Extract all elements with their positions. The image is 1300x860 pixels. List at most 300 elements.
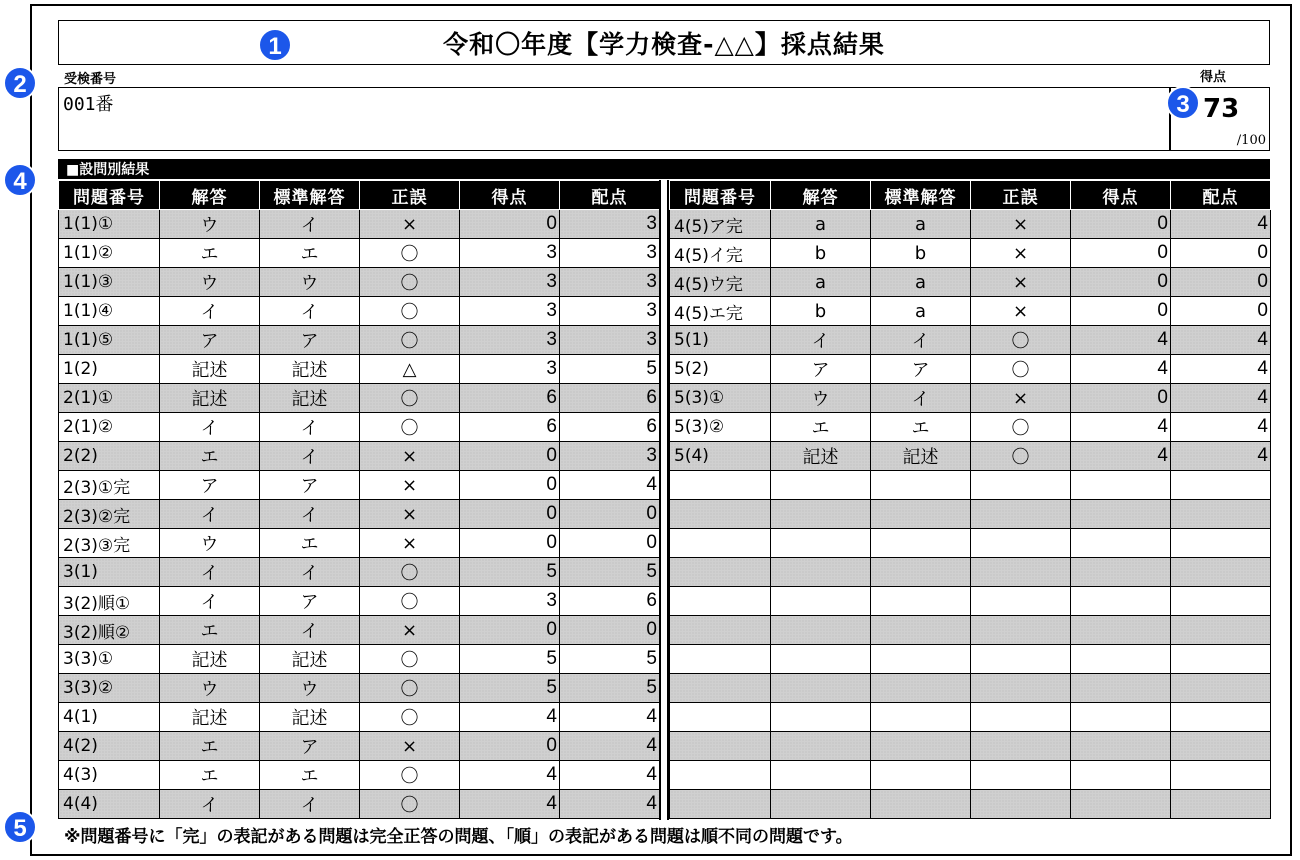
cell-answer: エ [160, 761, 260, 790]
cell-points: 0 [1071, 384, 1171, 413]
cell-max-points: 3 [560, 442, 660, 471]
cell-empty [670, 790, 771, 819]
cell-correctness: 〇 [360, 297, 460, 326]
cell-standard-answer: ア [871, 355, 971, 384]
examinee-number-label: 受検番号 [64, 72, 117, 87]
cell-question-number: 4(5)イ完 [670, 239, 771, 268]
cell-points: 3 [460, 297, 560, 326]
cell-empty [971, 616, 1071, 645]
cell-question-number: 2(1)① [59, 384, 160, 413]
cell-max-points: 4 [1171, 384, 1271, 413]
cell-empty [971, 645, 1071, 674]
table-row [670, 268, 1271, 297]
cell-max-points: 4 [1171, 210, 1271, 239]
table-row [670, 210, 1271, 239]
cell-correctness: × [360, 210, 460, 239]
callout-badge-2: 2 [3, 66, 37, 100]
cell-standard-answer: エ [260, 239, 360, 268]
table-row-empty [670, 500, 1271, 529]
cell-max-points: 4 [560, 761, 660, 790]
cell-answer: ア [160, 326, 260, 355]
cell-question-number: 5(4) [670, 442, 771, 471]
table-row [59, 732, 660, 761]
cell-question-number: 3(2)順② [59, 616, 160, 645]
table-row [59, 355, 660, 384]
cell-standard-answer: エ [871, 413, 971, 442]
cell-standard-answer: b [871, 239, 971, 268]
cell-correctness: × [971, 268, 1071, 297]
cell-standard-answer: イ [871, 326, 971, 355]
cell-answer: エ [771, 413, 871, 442]
table-row [670, 355, 1271, 384]
cell-correctness: △ [360, 355, 460, 384]
cell-empty [1071, 500, 1171, 529]
cell-answer: b [771, 297, 871, 326]
cell-points: 0 [1071, 210, 1171, 239]
cell-points: 3 [460, 326, 560, 355]
cell-max-points: 4 [560, 790, 660, 819]
score-value: 73 [1203, 94, 1240, 124]
table-row [59, 268, 660, 297]
callout-badge-1: 1 [258, 28, 292, 62]
table-row [59, 703, 660, 732]
table-row-empty [670, 471, 1271, 500]
cell-answer: イ [160, 413, 260, 442]
cell-max-points: 3 [560, 239, 660, 268]
header-question-number: 問題番号 [670, 181, 771, 210]
cell-points: 4 [1071, 326, 1171, 355]
cell-answer: ウ [160, 529, 260, 558]
cell-empty [971, 500, 1071, 529]
cell-max-points: 4 [1171, 326, 1271, 355]
cell-correctness: 〇 [360, 558, 460, 587]
cell-empty [871, 558, 971, 587]
section-title: ■設問別結果 [58, 159, 1270, 179]
cell-standard-answer: 記述 [871, 442, 971, 471]
cell-empty [971, 732, 1071, 761]
cell-points: 0 [460, 732, 560, 761]
callout-badge-4: 4 [3, 163, 37, 197]
cell-standard-answer: ウ [260, 674, 360, 703]
cell-empty [1071, 674, 1171, 703]
cell-empty [871, 645, 971, 674]
cell-points: 4 [1071, 413, 1171, 442]
cell-correctness: 〇 [360, 239, 460, 268]
cell-standard-answer: イ [260, 616, 360, 645]
cell-question-number: 2(1)② [59, 413, 160, 442]
cell-max-points: 5 [560, 645, 660, 674]
header-answer: 解答 [160, 181, 260, 210]
cell-empty [1071, 471, 1171, 500]
cell-empty [771, 471, 871, 500]
table-row-empty [670, 645, 1271, 674]
score-label: 得点 [1200, 70, 1227, 85]
cell-correctness: 〇 [971, 326, 1071, 355]
cell-standard-answer: イ [260, 210, 360, 239]
header-max-points: 配点 [560, 181, 660, 210]
cell-answer: ウ [160, 210, 260, 239]
cell-answer: イ [160, 587, 260, 616]
cell-answer: a [771, 268, 871, 297]
table-row-empty [670, 790, 1271, 819]
cell-question-number: 3(3)② [59, 674, 160, 703]
cell-answer: ア [160, 471, 260, 500]
cell-empty [1171, 790, 1271, 819]
cell-correctness: × [360, 442, 460, 471]
table-row [59, 297, 660, 326]
cell-empty [871, 529, 971, 558]
results-table-left [58, 180, 660, 819]
cell-answer: エ [160, 732, 260, 761]
cell-empty [1171, 558, 1271, 587]
cell-empty [771, 732, 871, 761]
cell-answer: ウ [160, 674, 260, 703]
cell-standard-answer: イ [260, 500, 360, 529]
cell-empty [871, 732, 971, 761]
cell-empty [670, 471, 771, 500]
cell-answer: ア [771, 355, 871, 384]
cell-correctness: 〇 [971, 355, 1071, 384]
cell-empty [771, 558, 871, 587]
cell-correctness: 〇 [360, 326, 460, 355]
cell-correctness: × [360, 471, 460, 500]
cell-empty [871, 674, 971, 703]
cell-question-number: 3(1) [59, 558, 160, 587]
header-answer: 解答 [771, 181, 871, 210]
cell-empty [670, 558, 771, 587]
header-points: 得点 [1071, 181, 1171, 210]
cell-points: 4 [1071, 355, 1171, 384]
cell-max-points: 4 [1171, 355, 1271, 384]
cell-empty [971, 558, 1071, 587]
table-row [670, 413, 1271, 442]
cell-empty [971, 674, 1071, 703]
table-row-empty [670, 732, 1271, 761]
cell-points: 4 [460, 703, 560, 732]
header-correctness: 正誤 [971, 181, 1071, 210]
header-max-points: 配点 [1171, 181, 1271, 210]
cell-empty [670, 616, 771, 645]
cell-points: 5 [460, 645, 560, 674]
cell-max-points: 3 [560, 326, 660, 355]
cell-points: 0 [460, 471, 560, 500]
score-max: /100 [1236, 133, 1266, 148]
cell-empty [1071, 587, 1171, 616]
cell-question-number: 1(2) [59, 355, 160, 384]
header-question-number: 問題番号 [59, 181, 160, 210]
table-row [59, 384, 660, 413]
cell-empty [1071, 616, 1171, 645]
cell-empty [670, 674, 771, 703]
cell-points: 0 [1071, 268, 1171, 297]
cell-empty [771, 674, 871, 703]
header-standard-answer: 標準解答 [260, 181, 360, 210]
table-row [670, 326, 1271, 355]
cell-max-points: 5 [560, 355, 660, 384]
table-row [59, 413, 660, 442]
cell-standard-answer: ア [260, 587, 360, 616]
cell-points: 5 [460, 674, 560, 703]
cell-empty [971, 703, 1071, 732]
cell-answer: イ [160, 500, 260, 529]
cell-standard-answer: 記述 [260, 645, 360, 674]
cell-correctness: 〇 [360, 268, 460, 297]
cell-question-number: 1(1)④ [59, 297, 160, 326]
cell-empty [1171, 761, 1271, 790]
cell-empty [771, 761, 871, 790]
cell-max-points: 6 [560, 413, 660, 442]
cell-question-number: 4(5)エ完 [670, 297, 771, 326]
cell-empty [670, 732, 771, 761]
cell-empty [1071, 558, 1171, 587]
cell-correctness: × [360, 500, 460, 529]
cell-empty [1171, 703, 1271, 732]
cell-empty [1171, 471, 1271, 500]
callout-badge-3: 3 [1166, 86, 1200, 120]
table-row-empty [670, 558, 1271, 587]
cell-standard-answer: イ [260, 790, 360, 819]
cell-correctness: 〇 [360, 645, 460, 674]
cell-question-number: 1(1)⑤ [59, 326, 160, 355]
cell-answer: 記述 [160, 703, 260, 732]
table-row [670, 442, 1271, 471]
table-row [59, 558, 660, 587]
cell-points: 0 [460, 500, 560, 529]
cell-question-number: 5(3)① [670, 384, 771, 413]
table-row [59, 761, 660, 790]
cell-correctness: × [971, 210, 1071, 239]
table-row [59, 471, 660, 500]
cell-empty [1171, 732, 1271, 761]
cell-points: 3 [460, 268, 560, 297]
cell-answer: 記述 [160, 384, 260, 413]
header-points: 得点 [460, 181, 560, 210]
cell-points: 0 [1071, 239, 1171, 268]
cell-empty [1171, 674, 1271, 703]
cell-correctness: 〇 [360, 761, 460, 790]
cell-empty [1171, 587, 1271, 616]
cell-max-points: 0 [1171, 268, 1271, 297]
cell-empty [1171, 645, 1271, 674]
cell-points: 0 [1071, 297, 1171, 326]
cell-points: 4 [460, 790, 560, 819]
cell-empty [1171, 616, 1271, 645]
table-row [59, 210, 660, 239]
cell-question-number: 5(2) [670, 355, 771, 384]
table-row [670, 239, 1271, 268]
cell-correctness: 〇 [360, 587, 460, 616]
cell-correctness: × [360, 529, 460, 558]
cell-standard-answer: イ [260, 413, 360, 442]
cell-empty [670, 587, 771, 616]
cell-question-number: 4(5)ウ完 [670, 268, 771, 297]
cell-points: 3 [460, 587, 560, 616]
table-row-empty [670, 703, 1271, 732]
cell-question-number: 2(3)①完 [59, 471, 160, 500]
cell-empty [771, 645, 871, 674]
cell-points: 3 [460, 355, 560, 384]
cell-answer: イ [160, 558, 260, 587]
cell-question-number: 4(4) [59, 790, 160, 819]
cell-max-points: 3 [560, 210, 660, 239]
cell-question-number: 3(3)① [59, 645, 160, 674]
cell-empty [871, 587, 971, 616]
cell-question-number: 1(1)③ [59, 268, 160, 297]
cell-empty [871, 471, 971, 500]
cell-empty [670, 645, 771, 674]
cell-answer: ウ [771, 384, 871, 413]
cell-empty [971, 471, 1071, 500]
cell-correctness: × [360, 732, 460, 761]
cell-points: 4 [1071, 442, 1171, 471]
cell-empty [771, 703, 871, 732]
table-row [59, 326, 660, 355]
cell-empty [771, 790, 871, 819]
cell-empty [1071, 703, 1171, 732]
table-row [59, 790, 660, 819]
cell-question-number: 2(3)③完 [59, 529, 160, 558]
cell-points: 0 [460, 529, 560, 558]
page-title: 令和〇年度【学力検査-△△】採点結果 [443, 30, 885, 59]
cell-answer: ウ [160, 268, 260, 297]
header-correctness: 正誤 [360, 181, 460, 210]
cell-standard-answer: イ [260, 297, 360, 326]
cell-empty [871, 500, 971, 529]
cell-empty [1071, 645, 1171, 674]
cell-max-points: 4 [1171, 413, 1271, 442]
cell-empty [971, 587, 1071, 616]
cell-answer: エ [160, 616, 260, 645]
cell-empty [1071, 732, 1171, 761]
cell-max-points: 3 [560, 297, 660, 326]
cell-question-number: 3(2)順① [59, 587, 160, 616]
cell-standard-answer: エ [260, 529, 360, 558]
examinee-number-value: 001番 [63, 94, 114, 115]
cell-empty [971, 790, 1071, 819]
cell-empty [1171, 529, 1271, 558]
table-row [59, 587, 660, 616]
cell-points: 0 [460, 616, 560, 645]
cell-empty [871, 761, 971, 790]
results-table-right [669, 180, 1271, 819]
cell-standard-answer: イ [871, 384, 971, 413]
cell-max-points: 0 [1171, 297, 1271, 326]
cell-points: 5 [460, 558, 560, 587]
cell-answer: イ [160, 297, 260, 326]
table-row [670, 384, 1271, 413]
cell-max-points: 6 [560, 587, 660, 616]
cell-points: 3 [460, 239, 560, 268]
table-row [59, 616, 660, 645]
callout-badge-5: 5 [3, 810, 37, 844]
cell-max-points: 5 [560, 558, 660, 587]
cell-question-number: 5(3)② [670, 413, 771, 442]
cell-standard-answer: ア [260, 471, 360, 500]
table-row-empty [670, 616, 1271, 645]
cell-max-points: 3 [560, 268, 660, 297]
cell-empty [771, 616, 871, 645]
cell-answer: 記述 [160, 645, 260, 674]
cell-empty [771, 500, 871, 529]
table-row [59, 500, 660, 529]
cell-correctness: 〇 [360, 413, 460, 442]
cell-max-points: 0 [1171, 239, 1271, 268]
table-divider [659, 180, 669, 820]
cell-question-number: 2(3)②完 [59, 500, 160, 529]
cell-max-points: 4 [560, 471, 660, 500]
cell-max-points: 0 [560, 616, 660, 645]
cell-empty [971, 529, 1071, 558]
cell-max-points: 4 [560, 732, 660, 761]
cell-standard-answer: a [871, 210, 971, 239]
cell-points: 6 [460, 413, 560, 442]
cell-empty [670, 500, 771, 529]
cell-standard-answer: イ [260, 558, 360, 587]
cell-question-number: 4(1) [59, 703, 160, 732]
cell-correctness: 〇 [971, 413, 1071, 442]
table-row-empty [670, 587, 1271, 616]
cell-standard-answer: 記述 [260, 703, 360, 732]
cell-correctness: × [971, 297, 1071, 326]
cell-correctness: 〇 [360, 703, 460, 732]
cell-standard-answer: a [871, 268, 971, 297]
cell-points: 4 [460, 761, 560, 790]
cell-standard-answer: 記述 [260, 384, 360, 413]
cell-answer: エ [160, 239, 260, 268]
cell-empty [871, 703, 971, 732]
cell-question-number: 1(1)② [59, 239, 160, 268]
cell-correctness: 〇 [360, 674, 460, 703]
cell-empty [1071, 529, 1171, 558]
table-row [59, 529, 660, 558]
cell-answer: b [771, 239, 871, 268]
cell-answer: a [771, 210, 871, 239]
cell-answer: 記述 [160, 355, 260, 384]
cell-question-number: 5(1) [670, 326, 771, 355]
table-row [59, 442, 660, 471]
examinee-number-box [58, 87, 1170, 151]
table-row-empty [670, 761, 1271, 790]
table-header-row [59, 181, 660, 210]
cell-standard-answer: a [871, 297, 971, 326]
cell-question-number: 4(5)ア完 [670, 210, 771, 239]
table-row [59, 239, 660, 268]
cell-empty [1071, 761, 1171, 790]
cell-correctness: × [971, 384, 1071, 413]
cell-points: 0 [460, 210, 560, 239]
cell-empty [670, 529, 771, 558]
cell-empty [771, 529, 871, 558]
cell-max-points: 5 [560, 674, 660, 703]
cell-question-number: 2(2) [59, 442, 160, 471]
cell-correctness: × [360, 616, 460, 645]
header-standard-answer: 標準解答 [871, 181, 971, 210]
cell-answer: エ [160, 442, 260, 471]
cell-standard-answer: 記述 [260, 355, 360, 384]
cell-empty [670, 703, 771, 732]
cell-standard-answer: ア [260, 326, 360, 355]
table-row [670, 297, 1271, 326]
cell-points: 6 [460, 384, 560, 413]
cell-max-points: 4 [1171, 442, 1271, 471]
cell-standard-answer: ウ [260, 268, 360, 297]
cell-question-number: 4(3) [59, 761, 160, 790]
table-row-empty [670, 674, 1271, 703]
cell-empty [1171, 500, 1271, 529]
cell-standard-answer: ア [260, 732, 360, 761]
cell-empty [670, 761, 771, 790]
cell-correctness: 〇 [360, 790, 460, 819]
